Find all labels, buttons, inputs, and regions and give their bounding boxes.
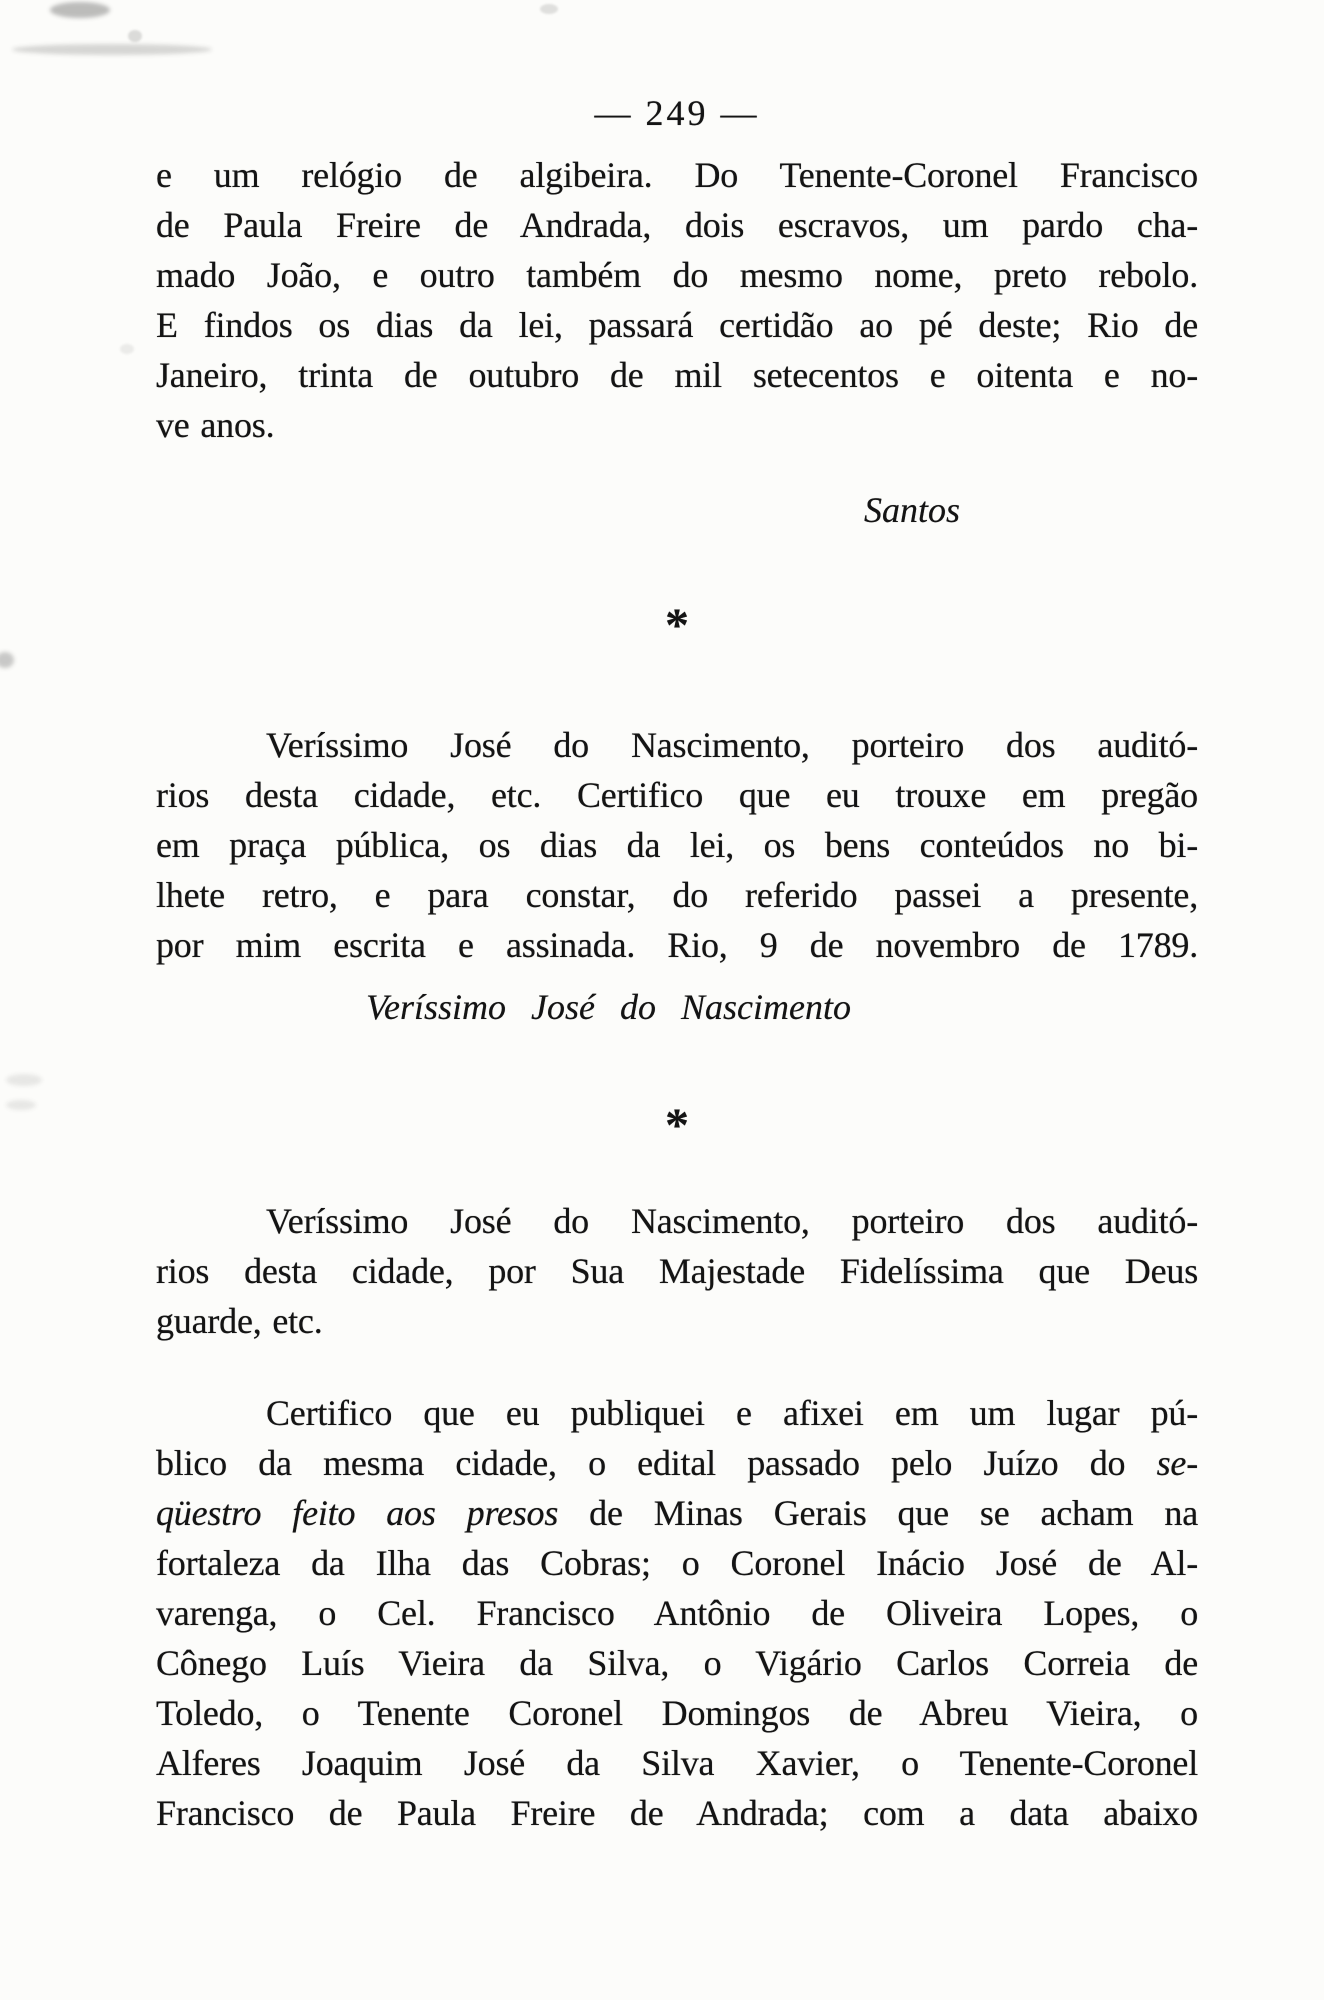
scan-smudge <box>540 4 558 14</box>
text-line: ve anos. <box>156 405 275 445</box>
text-line <box>156 1438 1198 1488</box>
text-line: Alferes Joaquim José da Silva Xavier, o Tenente-Coronel <box>156 1743 1198 1783</box>
text-line: por mim escrita e assinada. Rio, 9 de novembro de 1789. <box>156 925 1198 965</box>
text-line: Certifico que eu publiquei e afixei em um lugar pú- <box>266 1393 1198 1433</box>
text-run-italic: qüestro feito aos presos <box>156 1493 559 1533</box>
signature-santos: Santos <box>864 490 961 530</box>
text-line: Francisco de Paula Freire de Andrada; com a data abaixo <box>156 1793 1198 1833</box>
text-line: Cônego Luís Vieira da Silva, o Vigário Carlos Correia de <box>156 1643 1198 1683</box>
scan-smudge <box>6 1100 36 1110</box>
text-line: rios desta cidade, etc. Certifico que eu trouxe em pregão <box>156 775 1198 815</box>
text-line: varenga, o Cel. Francisco Antônio de Oliveira Lopes, o <box>156 1593 1198 1633</box>
text-line: guarde, etc. <box>156 1301 323 1341</box>
scan-smudge <box>50 2 110 18</box>
text-run: blico da mesma cidade, o edital passado pelo Juízo do <box>156 1443 1157 1483</box>
page-number: — 249 — <box>594 93 760 133</box>
scan-smudge <box>12 44 212 55</box>
text-line: Janeiro, trinta de outubro de mil setecentos e oitenta e no- <box>156 355 1198 395</box>
text-line: Toledo, o Tenente Coronel Domingos de Abreu Vieira, o <box>156 1693 1198 1733</box>
text-line: em praça pública, os dias da lei, os bens conteúdos no bi- <box>156 825 1198 865</box>
text-line: e um relógio de algibeira. Do Tenente-Coronel Francisco <box>156 155 1198 195</box>
section-separator-asterisk: * <box>665 599 689 652</box>
text-line: de Paula Freire de Andrada, dois escravos, um pardo cha- <box>156 205 1198 245</box>
signature-verissimo: Veríssimo José do Nascimento <box>366 987 851 1027</box>
text-line: fortaleza da Ilha das Cobras; o Coronel Inácio José de Al- <box>156 1543 1198 1583</box>
text-line: Veríssimo José do Nascimento, porteiro dos auditó- <box>266 1201 1198 1241</box>
scan-smudge <box>120 344 134 354</box>
text-run: de Minas Gerais que se acham na <box>558 1493 1199 1533</box>
paragraph-auction-record <box>156 150 1198 450</box>
paragraph-certification-pregao <box>156 720 1198 970</box>
scan-smudge <box>6 1074 42 1086</box>
text-line: lhete retro, e para constar, do referido passei a presente, <box>156 875 1198 915</box>
scan-smudge <box>128 30 142 42</box>
text-line: mado João, e outro também do mesmo nome, preto rebolo. <box>156 255 1198 295</box>
text-line: E findos os dias da lei, passará certidão ao pé deste; Rio de <box>156 305 1198 345</box>
text-line <box>156 1488 1198 1538</box>
text-line: rios desta cidade, por Sua Majestade Fidelíssima que Deus <box>156 1251 1198 1291</box>
paragraph-edital-certification <box>156 1388 1198 1838</box>
paragraph-porteiro-heading <box>156 1196 1198 1346</box>
text-run-italic: se- <box>1156 1443 1198 1483</box>
scan-smudge <box>0 652 14 668</box>
section-separator-asterisk: * <box>665 1099 689 1152</box>
text-line: Veríssimo José do Nascimento, porteiro dos auditó- <box>266 725 1198 765</box>
